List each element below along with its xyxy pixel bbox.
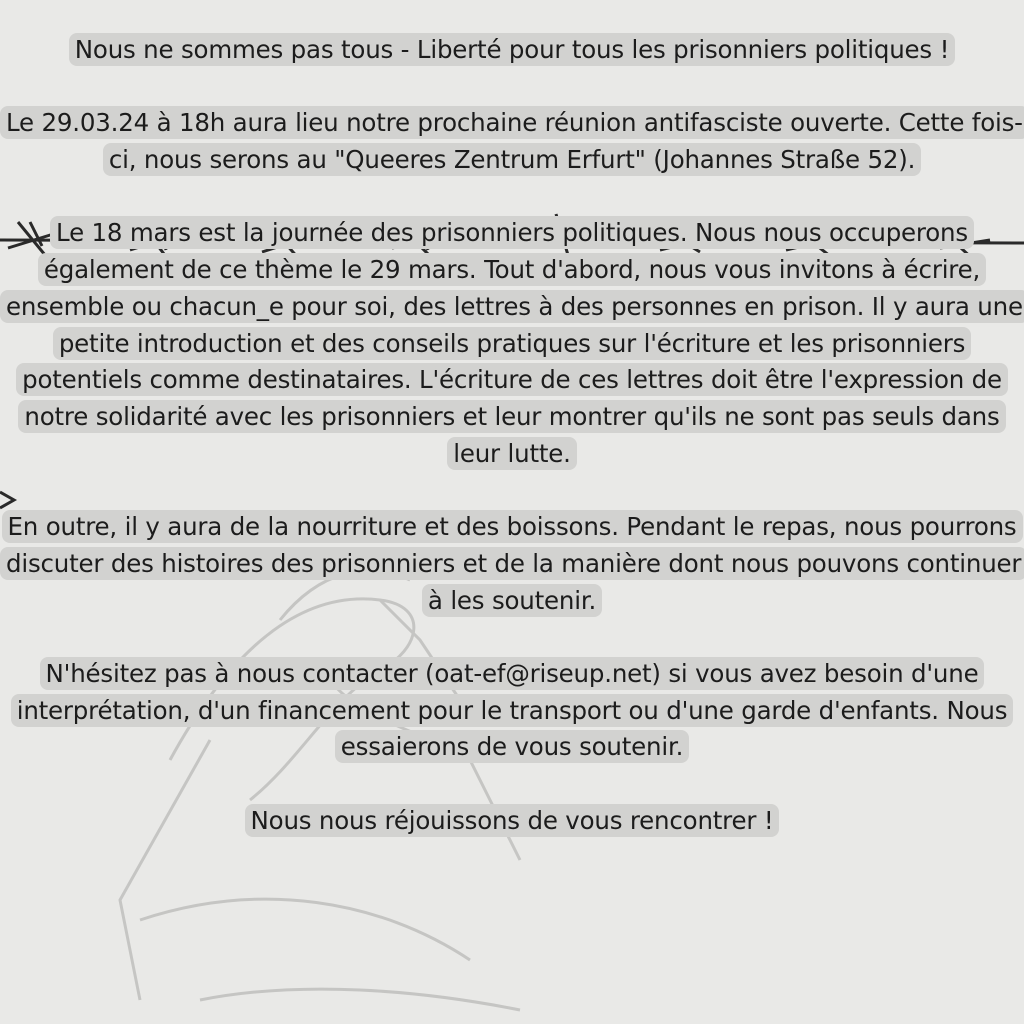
flyer-title: Nous ne sommes pas tous - Liberté pour tous les prisonniers politiques ! (69, 33, 955, 66)
flyer-text (0, 32, 1024, 839)
paragraph-meeting: Le 29.03.24 à 18h aura lieu notre prochaine réunion antifasciste ouverte. Cette fois-ci, nous serons au "Queeres Zentrum Erfurt" (Johannes Straße 52). (0, 106, 1024, 176)
paragraph-political-prisoners-day: Le 18 mars est la journée des prisonniers politiques. Nous nous occuperons également de ce thème le 29 mars. Tout d'abord, nous vous invitons à écrire, ensemble ou chacun_e pour soi, des lettres à des personnes en prison. Il y aura une petite introduction et des conseils pratiques sur l'écriture et les prisonniers potentiels comme destinataires. L'écriture de ces lettres doit être l'expression de notre solidarité avec les prisonniers et leur montrer qu'ils ne sont pas seuls dans leur lutte. (0, 216, 1024, 469)
paragraph-closing: Nous nous réjouissons de vous rencontrer ! (245, 804, 780, 837)
paragraph-contact: N'hésitez pas à nous contacter (oat-ef@riseup.net) si vous avez besoin d'une interprétation, d'un financement pour le transport ou d'une garde d'enfants. Nous essaierons de vous soutenir. (11, 657, 1014, 763)
paragraph-food-drinks: En outre, il y aura de la nourriture et des boissons. Pendant le repas, nous pourrons discuter des histoires des prisonniers et de la manière dont nous pouvons continuer à les soutenir. (0, 510, 1024, 616)
